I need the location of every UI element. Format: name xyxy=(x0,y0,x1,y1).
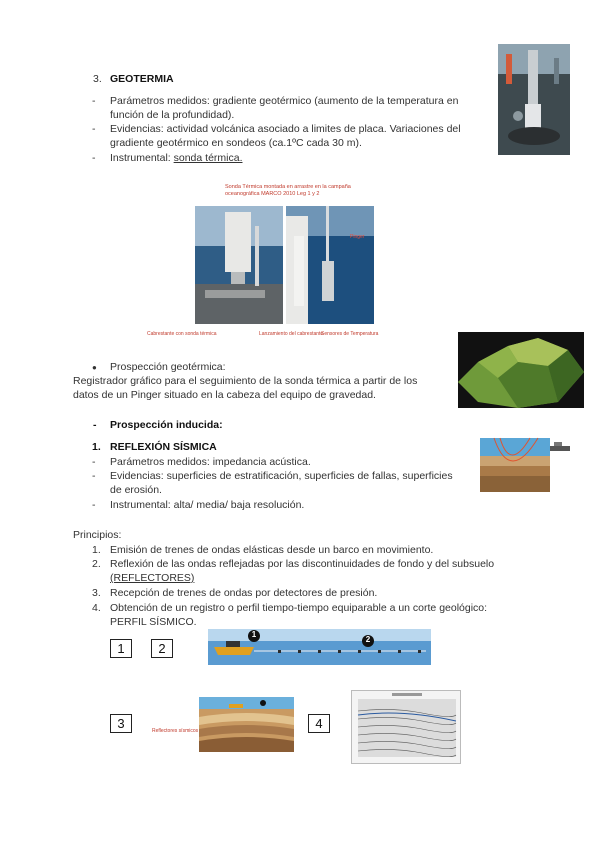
list-item-line: Instrumental: alta/ media/ baja resolución. xyxy=(110,499,305,511)
step-number: 4. xyxy=(92,602,101,614)
figure-caption: Sonda Térmica montada en arrastre en la campaña xyxy=(225,184,351,190)
dash: - xyxy=(92,95,96,107)
dash: - xyxy=(92,499,96,511)
instrumental-prefix: Instrumental: xyxy=(110,152,174,164)
list-item-line: gradiente geotérmico en sondeos (ca.1ºC cada 30 m). xyxy=(110,137,362,149)
marker-2: 2 xyxy=(365,635,371,644)
seismic-profile-image xyxy=(351,690,461,764)
probe-sea-photo xyxy=(286,206,374,324)
ship-deck-photo xyxy=(195,206,283,324)
step-number: 3. xyxy=(92,587,101,599)
seismic-ship-illustration xyxy=(480,432,574,492)
principios-title: Principios: xyxy=(73,529,122,541)
prospeccion-geotermica-line1: Registrador gráfico para el seguimiento de la sonda térmica a partir de los xyxy=(73,375,418,387)
diagram-box-2: 2 xyxy=(151,639,173,658)
section-heading-geotermia: GEOTERMIA xyxy=(110,73,174,85)
step-text: PERFIL SÍSMICO. xyxy=(110,616,197,628)
sonda-termica-photo-figure xyxy=(147,180,379,338)
dash: - xyxy=(92,152,96,164)
sonda-termica-link[interactable]: sonda térmica. xyxy=(173,152,243,164)
section-number: 3. xyxy=(93,73,102,85)
step-text: Obtención de un registro o perfil tiempo-tiempo equiparable a un corte geológico: xyxy=(110,602,488,614)
probe-deck-photo xyxy=(498,44,570,155)
list-item-line: función de la profundidad). xyxy=(110,109,235,121)
prospeccion-geotermica-title: Prospección geotérmica: xyxy=(110,361,226,373)
prospeccion-inducida-title: Prospección inducida: xyxy=(110,419,223,431)
bullet: ● xyxy=(92,363,97,372)
terrain-3d-image xyxy=(458,332,584,408)
photo-label-left: Cabrestante con sonda térmica xyxy=(147,331,217,337)
list-item-line: Parámetros medidos: impedancia acústica. xyxy=(110,456,311,468)
section-number: 1. xyxy=(92,441,101,453)
diagram-box-4: 4 xyxy=(308,714,330,733)
step-text: (REFLECTORES) xyxy=(110,572,195,584)
step-text: Reflexión de las ondas reflejadas por las discontinuidades de fondo y del subsuelo xyxy=(110,558,495,570)
step-number: 2. xyxy=(92,558,101,570)
dash: - xyxy=(92,470,96,482)
section-heading-reflexion: REFLEXIÓN SÍSMICA xyxy=(110,441,217,453)
list-item-line: de erosión. xyxy=(110,484,162,496)
list-item-instrumental xyxy=(110,151,243,166)
dash: - xyxy=(93,419,97,431)
step-text: Recepción de trenes de ondas por detectores de presión. xyxy=(110,587,378,599)
photo-label-right: Sensores de Temperatura xyxy=(321,331,379,337)
seismic-survey-strip xyxy=(208,629,431,665)
prospeccion-geotermica-line2: datos de un Pinger situado en la cabeza del equipo de gravedad. xyxy=(73,389,376,401)
dash: - xyxy=(92,456,96,468)
step-text: Emisión de trenes de ondas elásticas desde un barco en movimiento. xyxy=(110,544,434,556)
marker-1: 1 xyxy=(251,630,257,639)
diagram-box-3: 3 xyxy=(110,714,132,733)
list-item-line: Parámetros medidos: gradiente geotérmico (aumento de la temperatura en xyxy=(110,95,459,107)
dash: - xyxy=(92,123,96,135)
diagram-box-1: 1 xyxy=(110,639,132,658)
reflectors-label: Reflectores sísmicos xyxy=(152,728,199,734)
step-number: 1. xyxy=(92,544,101,556)
reflection-cross-section xyxy=(199,697,294,752)
photo-label-mid: Lanzamiento del cabrestante xyxy=(259,331,324,337)
figure-caption-line2: oceanográfica MARCO 2010 Leg 1 y 2 xyxy=(225,191,320,197)
pinger-tag: Pinger xyxy=(350,234,365,240)
list-item-line: Evidencias: actividad volcánica asociado a limites de placa. Variaciones del xyxy=(110,123,461,135)
list-item-line: Evidencias: superficies de estratificación, superficies de fallas, superficies xyxy=(110,470,453,482)
